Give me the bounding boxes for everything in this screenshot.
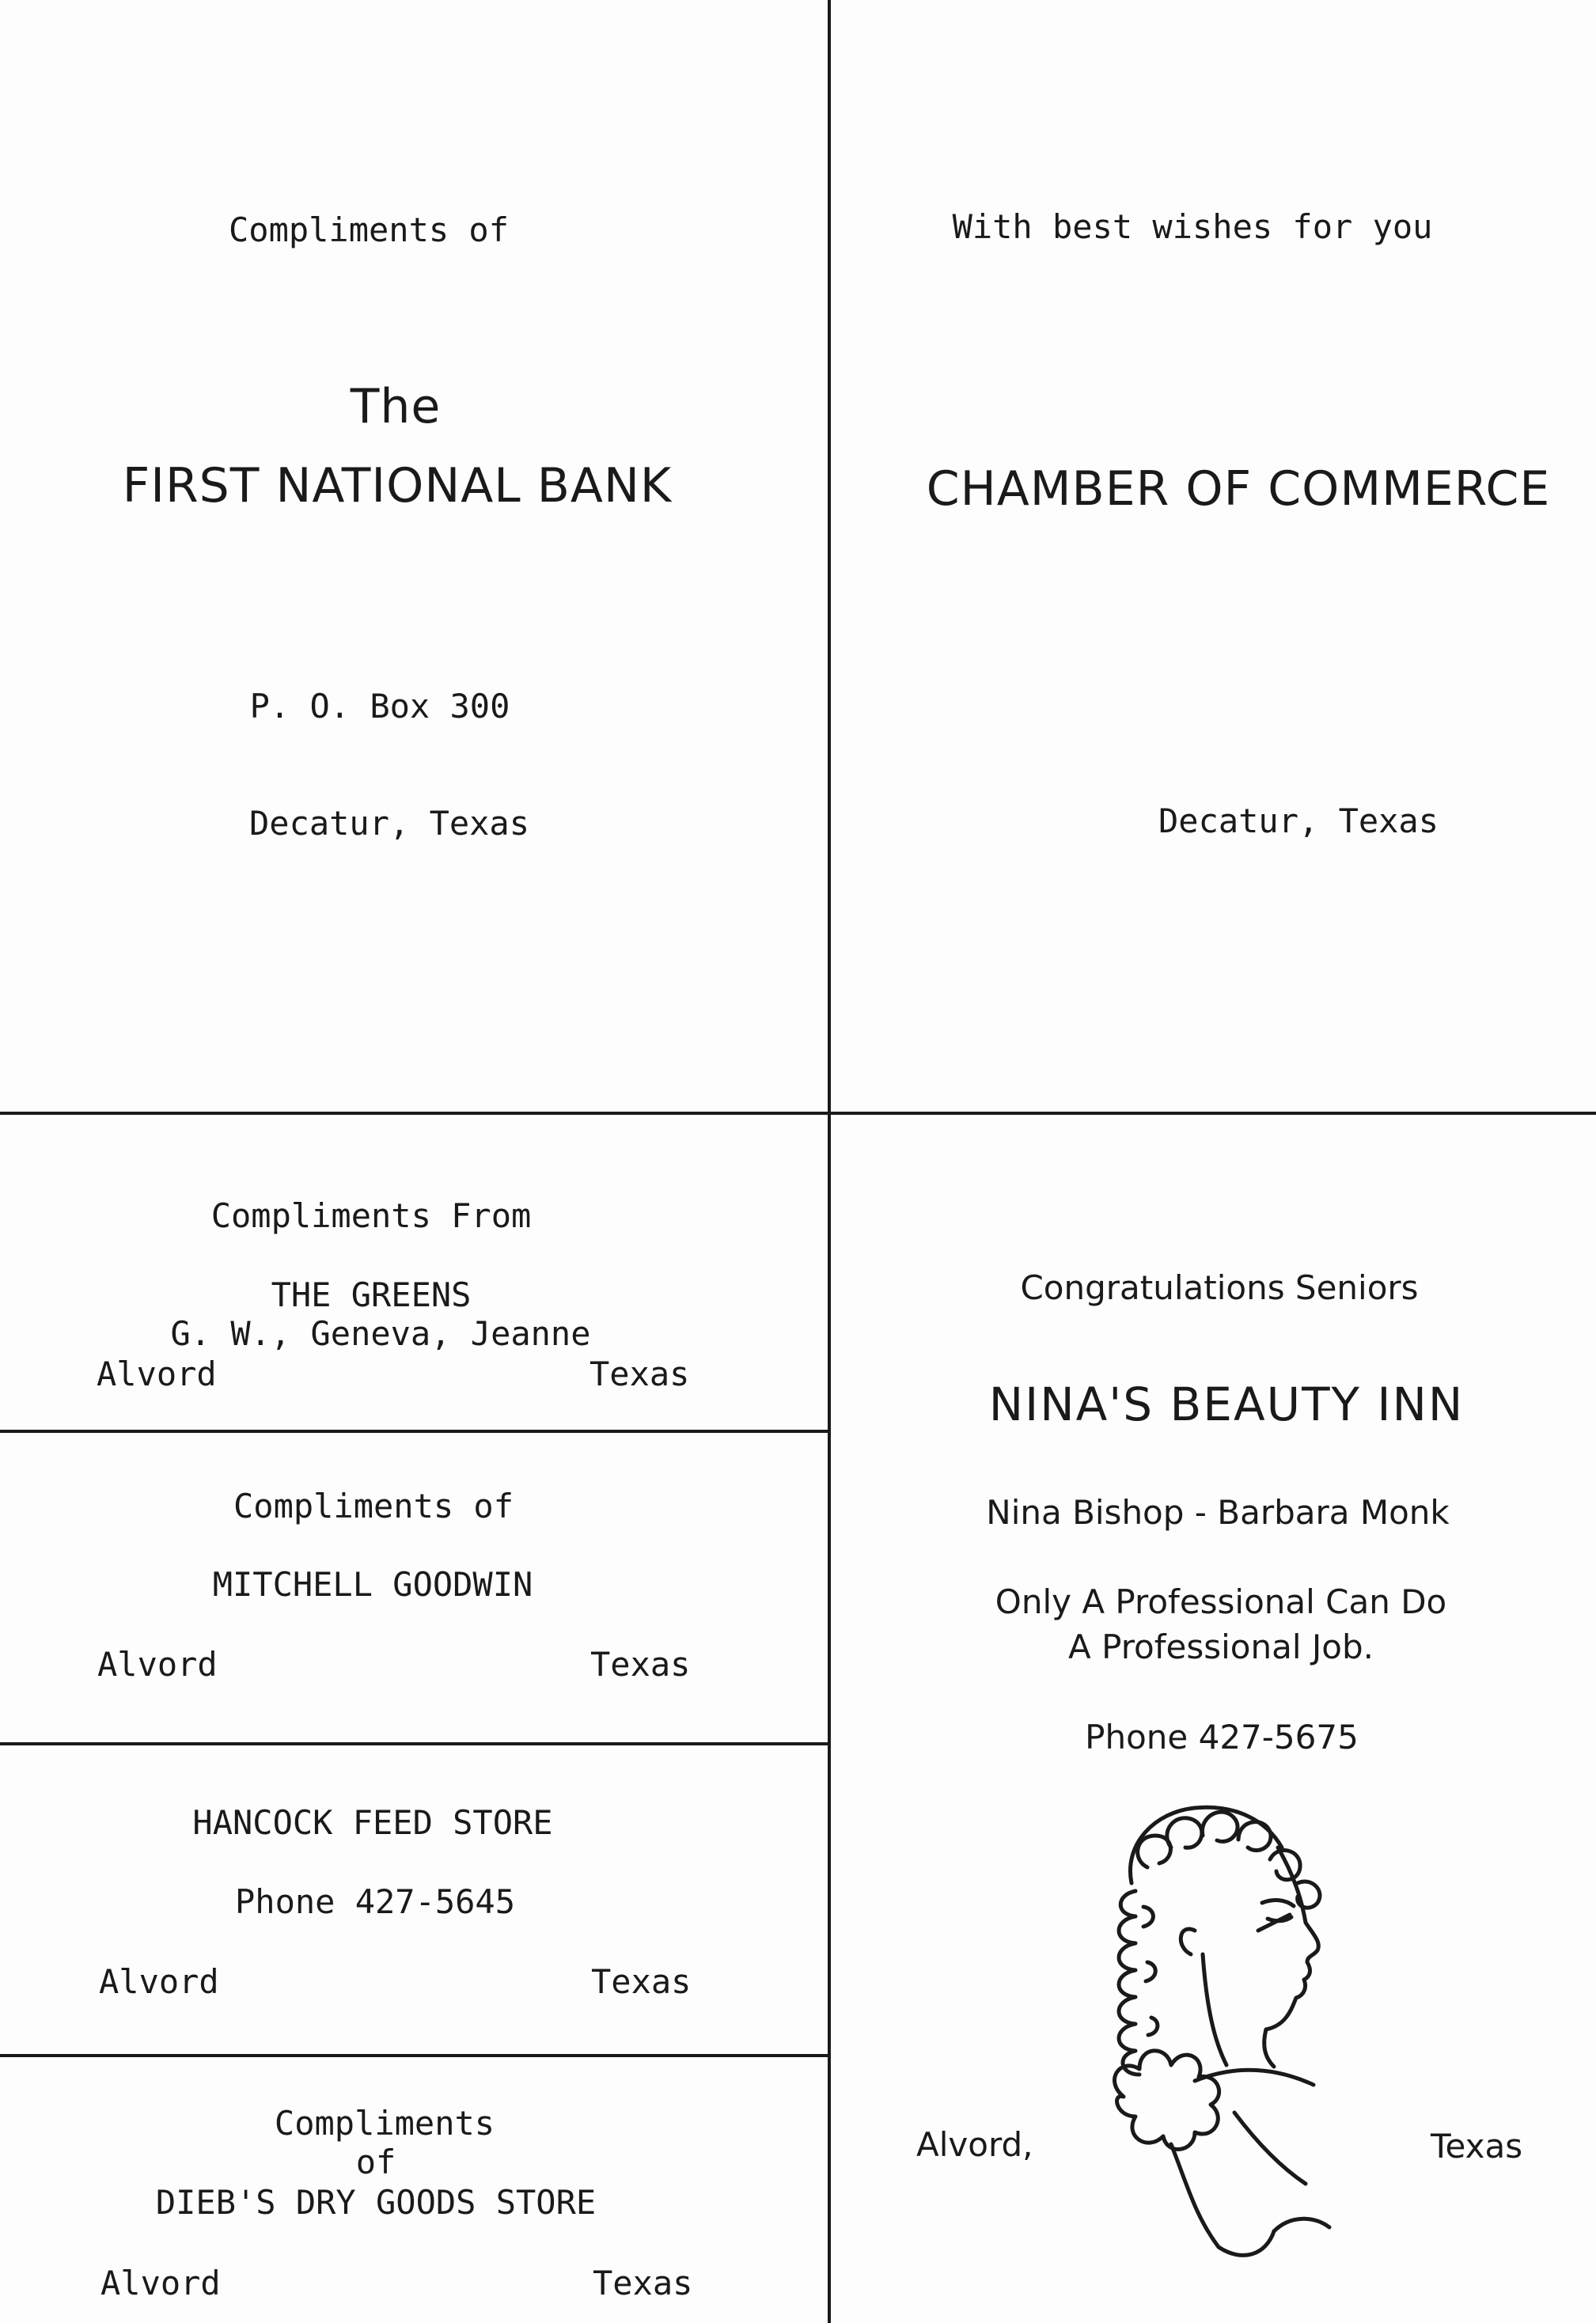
state: Texas bbox=[593, 2264, 693, 2302]
divider-greens-goodwin bbox=[0, 1430, 829, 1433]
slogan-line1: Only A Professional Can Do bbox=[995, 1582, 1447, 1621]
state: Texas bbox=[1431, 2127, 1523, 2166]
horizontal-divider-top bbox=[0, 1112, 1596, 1115]
greeting-line2: of bbox=[355, 2143, 396, 2181]
town: Alvord, bbox=[916, 2125, 1033, 2164]
divider-goodwin-hancock bbox=[0, 1742, 829, 1745]
greeting: Compliments of bbox=[228, 210, 510, 249]
town: Alvord bbox=[99, 1962, 219, 2001]
members: G. W., Geneva, Jeanne bbox=[170, 1314, 591, 1353]
state: Texas bbox=[591, 1962, 692, 2001]
state: Texas bbox=[590, 1645, 691, 1684]
city: Decatur, Texas bbox=[1158, 801, 1439, 840]
town: Alvord bbox=[100, 2264, 221, 2302]
phone: Phone 427-5645 bbox=[234, 1882, 516, 1921]
greeting: Compliments From bbox=[210, 1196, 532, 1235]
title-line2: FIRST NATIONAL BANK bbox=[122, 458, 673, 513]
phone: Phone 427-5675 bbox=[1085, 1718, 1359, 1756]
city: Decatur, Texas bbox=[248, 804, 530, 843]
state: Texas bbox=[589, 1355, 690, 1393]
woman-profile-illustration bbox=[1076, 1772, 1393, 2263]
greeting-line1: Compliments bbox=[274, 2104, 495, 2143]
town: Alvord bbox=[97, 1645, 218, 1684]
address: P. O. Box 300 bbox=[249, 687, 510, 726]
slogan-line2: A Professional Job. bbox=[1068, 1628, 1374, 1666]
owners: Nina Bishop - Barbara Monk bbox=[986, 1493, 1450, 1532]
greeting: Compliments of bbox=[233, 1487, 514, 1525]
greeting: With best wishes for you bbox=[952, 207, 1433, 246]
name: HANCOCK FEED STORE bbox=[192, 1803, 553, 1842]
divider-hancock-dieb bbox=[0, 2054, 829, 2057]
title: CHAMBER OF COMMERCE bbox=[926, 461, 1551, 517]
town: Alvord bbox=[97, 1355, 217, 1393]
name: MITCHELL GOODWIN bbox=[212, 1565, 533, 1604]
name: THE GREENS bbox=[271, 1275, 472, 1314]
name: DIEB'S DRY GOODS STORE bbox=[155, 2183, 597, 2222]
vertical-divider bbox=[828, 0, 831, 2323]
title: NINA'S BEAUTY INN bbox=[988, 1378, 1465, 1431]
greeting: Congratulations Seniors bbox=[1020, 1268, 1419, 1307]
title-line1: The bbox=[350, 379, 442, 434]
